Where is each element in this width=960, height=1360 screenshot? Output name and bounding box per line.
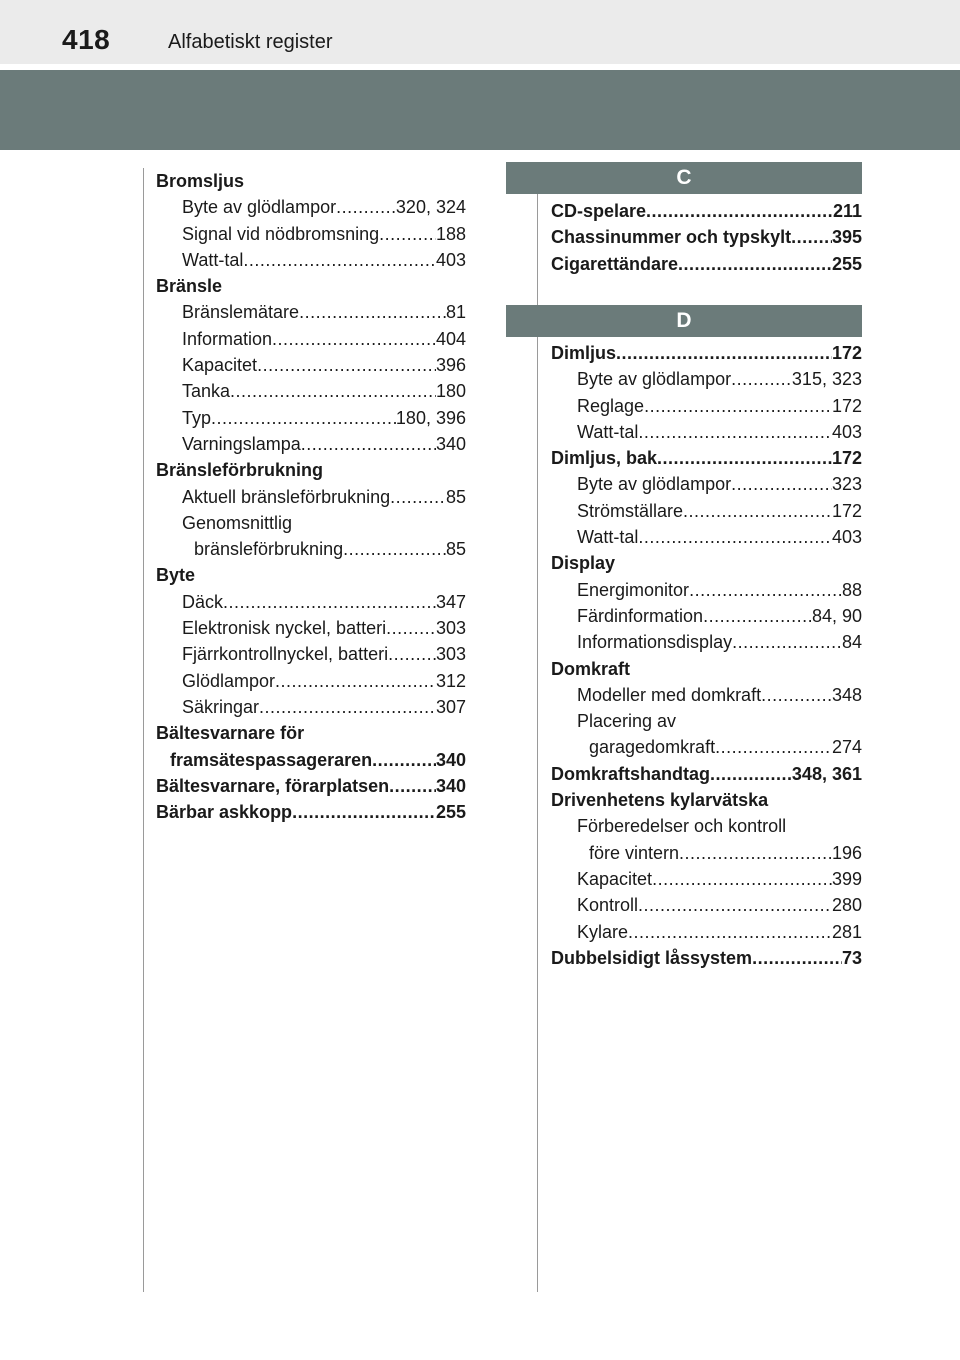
index-entry xyxy=(156,326,466,352)
index-entry xyxy=(551,866,862,892)
index-entry-pages: 340 xyxy=(435,775,466,796)
index-entry-term: Watt-tal xyxy=(182,249,244,270)
index-entry-term: Bromsljus xyxy=(156,171,245,191)
index-entry-pages: 196 xyxy=(831,842,862,863)
index-entry-pages: 303 xyxy=(435,618,466,639)
index-entry-pages: 312 xyxy=(435,670,466,691)
dot-leader xyxy=(223,589,436,615)
index-entry-term: Byte av glödlampor xyxy=(577,474,732,495)
index-entry-pages: 395 xyxy=(831,227,862,248)
index-entry xyxy=(156,405,466,431)
dot-leader xyxy=(652,866,832,892)
index-entry xyxy=(551,892,862,918)
index-entry xyxy=(156,510,466,536)
index-column-b xyxy=(156,168,466,825)
dot-leader xyxy=(343,536,446,562)
index-entry-term: Watt-tal xyxy=(577,421,639,442)
index-entry xyxy=(551,761,862,787)
index-entry xyxy=(551,198,862,224)
index-entry-term: Domkraft xyxy=(551,658,631,679)
index-entry-pages: 404 xyxy=(435,328,466,349)
index-entry-pages: 211 xyxy=(832,201,862,221)
index-entry-term: Chassinummer och typskylt xyxy=(551,227,792,248)
dot-leader xyxy=(791,224,832,250)
dot-leader xyxy=(731,366,792,392)
index-entry xyxy=(156,352,466,378)
index-entry-term: före vintern xyxy=(589,842,680,863)
dot-leader xyxy=(731,471,832,497)
column-divider-left xyxy=(143,168,144,1292)
index-entry-pages: 188 xyxy=(435,223,466,244)
index-entry-pages: 315, 323 xyxy=(791,369,862,390)
index-entry-term: Dimljus xyxy=(551,343,617,363)
dot-leader xyxy=(689,577,842,603)
index-entry-term: Typ xyxy=(182,407,212,428)
dot-leader xyxy=(752,945,842,971)
index-entry xyxy=(156,799,466,825)
index-entry-term: Kontroll xyxy=(577,895,639,916)
index-entry-pages: 281 xyxy=(831,921,862,942)
index-entry xyxy=(156,247,466,273)
index-entry xyxy=(551,340,862,366)
index-entry-pages: 180 xyxy=(435,381,466,402)
index-entry xyxy=(156,720,466,746)
dot-leader xyxy=(657,445,832,471)
index-entry-term: Bränsle xyxy=(156,276,223,297)
index-entry-pages: 348, 361 xyxy=(791,763,862,784)
index-entry-pages: 323 xyxy=(831,474,862,495)
index-entry xyxy=(551,813,862,839)
index-entry xyxy=(156,273,466,299)
index-entry-term: Energimonitor xyxy=(577,579,690,600)
dot-leader xyxy=(390,484,446,510)
index-entry-term: Watt-tal xyxy=(577,527,639,548)
index-entry-term: Domkraftshandtag xyxy=(551,763,711,784)
index-entry-pages: 340 xyxy=(435,433,466,454)
index-entry-term: Elektronisk nyckel, batteri xyxy=(182,618,387,639)
index-entry-term: Modeller med domkraft xyxy=(577,684,762,705)
dot-leader xyxy=(638,524,832,550)
dot-leader xyxy=(732,629,842,655)
index-entry-term: Byte xyxy=(156,565,196,586)
index-entry-pages: 73 xyxy=(841,947,862,968)
section-header-c: C xyxy=(506,162,862,194)
index-entry-term: Färdinformation xyxy=(577,605,704,626)
dot-leader xyxy=(272,326,436,352)
index-entry xyxy=(551,251,862,277)
index-entry-pages: 403 xyxy=(435,249,466,270)
dot-leader xyxy=(388,641,436,667)
index-entry-pages: 340 xyxy=(435,749,466,770)
index-entry xyxy=(551,419,862,445)
index-entry-term: Kapacitet xyxy=(577,868,653,889)
index-entry-term: Säkringar xyxy=(182,696,260,717)
index-entry xyxy=(551,603,862,629)
index-entry-term: Dubbelsidigt låssystem xyxy=(551,947,753,968)
index-entry xyxy=(156,536,466,562)
index-entry xyxy=(551,656,862,682)
index-entry xyxy=(156,221,466,247)
index-entry xyxy=(156,168,466,194)
dot-leader xyxy=(379,221,436,247)
index-entry xyxy=(156,299,466,325)
index-entry-pages: 255 xyxy=(831,253,862,274)
index-entry-term: Glödlampor xyxy=(182,670,276,691)
index-entry-term: Fjärrkontrollnyckel, batteri xyxy=(182,644,389,665)
index-entry-term: Information xyxy=(182,328,273,349)
dot-leader xyxy=(259,694,436,720)
index-entry-term: Bärbar askkopp xyxy=(156,802,293,823)
dot-leader xyxy=(389,773,436,799)
index-entry-term: Kapacitet xyxy=(182,355,258,376)
page-title: Alfabetiskt register xyxy=(168,31,333,53)
dot-leader xyxy=(386,615,436,641)
dot-leader xyxy=(683,498,832,524)
index-entry-pages: 303 xyxy=(435,644,466,665)
dot-leader xyxy=(301,431,436,457)
index-entry-pages: 172 xyxy=(831,395,862,416)
index-entry xyxy=(551,945,862,971)
index-entry xyxy=(156,694,466,720)
index-entry-term: Display xyxy=(551,553,616,574)
index-entry xyxy=(156,668,466,694)
index-entry-pages: 84 xyxy=(841,632,862,653)
index-entry-term: Varningslampa xyxy=(182,433,301,454)
index-entry xyxy=(156,589,466,615)
index-entry xyxy=(156,194,466,220)
index-entry xyxy=(156,747,466,773)
index-column-c xyxy=(551,198,862,277)
dot-leader xyxy=(638,419,832,445)
index-entry xyxy=(551,787,862,813)
dot-leader xyxy=(628,919,832,945)
dot-leader xyxy=(275,668,436,694)
index-entry-term: Cigarettändare xyxy=(551,253,679,274)
index-entry-pages: 85 xyxy=(445,486,466,507)
index-entry xyxy=(551,550,862,576)
index-entry xyxy=(156,431,466,457)
dot-leader xyxy=(372,747,436,773)
index-entry xyxy=(551,919,862,945)
index-entry-term: Kylare xyxy=(577,921,629,942)
index-entry-pages: 81 xyxy=(445,302,466,323)
index-entry-pages: 180, 396 xyxy=(395,407,466,428)
index-entry-term: Placering av xyxy=(577,711,677,732)
dot-leader xyxy=(761,682,832,708)
dot-leader xyxy=(243,247,436,273)
index-column-d xyxy=(551,340,862,971)
index-entry-term: Reglage xyxy=(577,395,645,416)
index-entry xyxy=(156,562,466,588)
dot-leader xyxy=(644,393,832,419)
index-entry xyxy=(551,577,862,603)
index-entry xyxy=(551,393,862,419)
index-entry-term: Tanka xyxy=(182,381,231,402)
index-entry-term: framsätespassageraren xyxy=(170,749,373,770)
index-entry-term: Däck xyxy=(182,591,224,612)
index-entry-pages: 403 xyxy=(831,527,862,548)
index-entry-term: Dimljus, bak xyxy=(551,448,658,469)
dot-leader xyxy=(299,299,446,325)
index-entry xyxy=(551,682,862,708)
index-entry-pages: 84, 90 xyxy=(811,605,862,626)
dot-leader xyxy=(211,405,396,431)
index-entry-term: garagedomkraft xyxy=(589,737,716,758)
dot-leader xyxy=(616,340,832,366)
dot-leader xyxy=(710,761,792,787)
top-band xyxy=(0,0,960,64)
index-entry-pages: 307 xyxy=(435,696,466,717)
dot-leader xyxy=(678,251,832,277)
section-header-d: D xyxy=(506,305,862,337)
index-entry-term: Förberedelser och kontroll xyxy=(577,816,787,837)
index-entry xyxy=(551,524,862,550)
index-entry-term: Bältesvarnare, förarplatsen xyxy=(156,775,390,796)
index-entry-pages: 255 xyxy=(435,802,466,823)
dot-leader xyxy=(230,378,436,404)
index-entry-term: Byte av glödlampor xyxy=(182,197,337,218)
index-entry xyxy=(551,840,862,866)
index-entry-pages: 280 xyxy=(831,895,862,916)
dot-leader xyxy=(646,198,833,224)
index-entry-term: Bränsleförbrukning xyxy=(156,460,324,481)
index-entry xyxy=(156,615,466,641)
dot-leader xyxy=(292,799,436,825)
index-entry-term: Bältesvarnare för xyxy=(156,723,305,744)
index-entry-pages: 172 xyxy=(831,500,862,521)
index-entry-pages: 88 xyxy=(841,579,862,600)
index-entry xyxy=(156,457,466,483)
index-entry-term: bränsleförbrukning xyxy=(194,539,344,560)
index-entry xyxy=(156,484,466,510)
dot-leader xyxy=(703,603,812,629)
index-entry-term: Aktuell bränsleförbrukning xyxy=(182,486,391,507)
index-entry-pages: 320, 324 xyxy=(395,197,466,218)
index-entry xyxy=(551,366,862,392)
index-entry-pages: 172 xyxy=(831,343,862,363)
index-entry-pages: 347 xyxy=(435,591,466,612)
dot-leader xyxy=(638,892,832,918)
index-entry-pages: 274 xyxy=(831,737,862,758)
index-entry-pages: 85 xyxy=(445,539,466,560)
index-entry xyxy=(156,641,466,667)
index-entry-pages: 348 xyxy=(831,684,862,705)
dot-leader xyxy=(679,840,832,866)
dot-leader xyxy=(257,352,436,378)
dot-leader xyxy=(715,734,832,760)
index-entry-pages: 172 xyxy=(831,448,862,469)
index-entry-term: CD-spelare xyxy=(551,201,647,221)
index-entry-pages: 399 xyxy=(831,868,862,889)
column-divider-right xyxy=(537,190,538,1292)
index-entry xyxy=(551,498,862,524)
index-entry-term: Strömställare xyxy=(577,500,684,521)
header-bar xyxy=(0,70,960,150)
index-entry-term: Genomsnittlig xyxy=(182,512,293,533)
index-entry-term: Bränslemätare xyxy=(182,302,300,323)
index-entry xyxy=(551,471,862,497)
index-entry xyxy=(551,445,862,471)
index-entry-term: Byte av glödlampor xyxy=(577,369,732,390)
index-entry xyxy=(551,734,862,760)
index-entry-pages: 396 xyxy=(435,355,466,376)
index-entry-pages: 403 xyxy=(831,421,862,442)
index-entry-term: Informationsdisplay xyxy=(577,632,733,653)
dot-leader xyxy=(336,194,396,220)
index-entry-term: Drivenhetens kylarvätska xyxy=(551,790,769,811)
page-number: 418 xyxy=(62,24,111,55)
index-entry xyxy=(156,773,466,799)
index-entry xyxy=(551,629,862,655)
index-entry xyxy=(551,708,862,734)
index-entry xyxy=(551,224,862,250)
index-entry-term: Signal vid nödbromsning xyxy=(182,223,380,244)
index-entry xyxy=(156,378,466,404)
